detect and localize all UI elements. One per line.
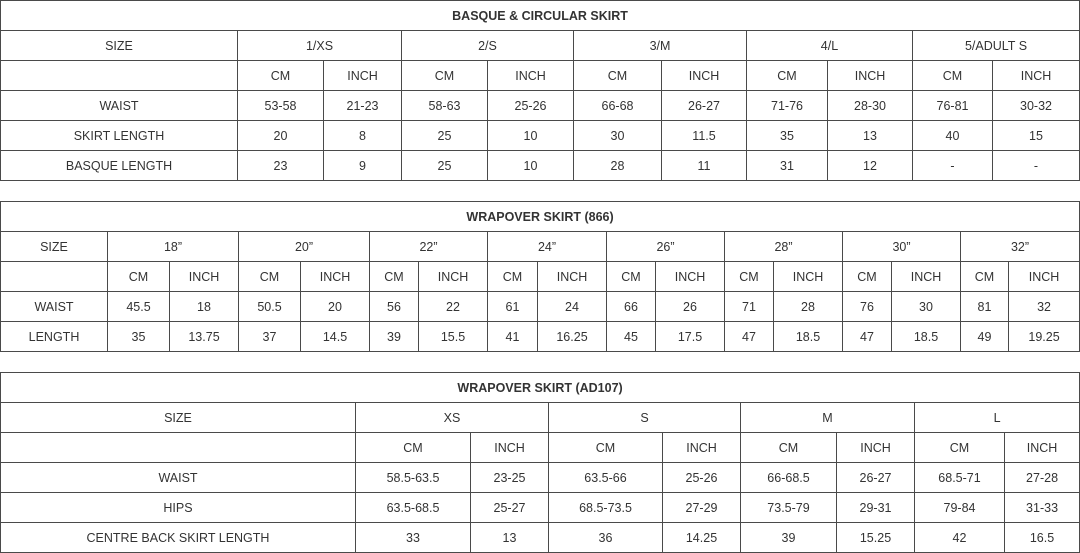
size-column-header: 26” <box>607 232 725 262</box>
value-cell: 49 <box>961 322 1009 352</box>
value-cell: 18 <box>170 292 239 322</box>
size-column-header: 28” <box>725 232 843 262</box>
table-row <box>1 523 1080 553</box>
value-cell: 14.5 <box>301 322 370 352</box>
size-column-header: 24” <box>488 232 607 262</box>
size-header: SIZE <box>1 31 238 61</box>
unit-header-cm: CM <box>370 262 419 292</box>
table-row <box>1 493 1080 523</box>
value-cell: 58-63 <box>402 91 488 121</box>
table-title: BASQUE & CIRCULAR SKIRT <box>1 1 1080 31</box>
unit-header-cm: CM <box>402 61 488 91</box>
value-cell: 40 <box>913 121 993 151</box>
value-cell: 16.25 <box>538 322 607 352</box>
table-row <box>1 292 1080 322</box>
value-cell: 26 <box>656 292 725 322</box>
value-cell: 16.5 <box>1005 523 1080 553</box>
value-cell: 14.25 <box>663 523 741 553</box>
value-cell: 30-32 <box>993 91 1080 121</box>
unit-header-cm: CM <box>356 433 471 463</box>
value-cell: 21-23 <box>324 91 402 121</box>
size-column-header: S <box>549 403 741 433</box>
basque-circular-skirt-table <box>0 0 1080 181</box>
value-cell: 19.25 <box>1009 322 1080 352</box>
unit-header-cm: CM <box>574 61 662 91</box>
value-cell: 28 <box>574 151 662 181</box>
unit-header-cm: CM <box>961 262 1009 292</box>
table-row <box>1 121 1080 151</box>
unit-header-inch: INCH <box>828 61 913 91</box>
unit-header-inch: INCH <box>892 262 961 292</box>
value-cell: 58.5-63.5 <box>356 463 471 493</box>
value-cell: 24 <box>538 292 607 322</box>
value-cell: 15.5 <box>419 322 488 352</box>
value-cell: 10 <box>488 121 574 151</box>
size-header: SIZE <box>1 232 108 262</box>
size-column-header: L <box>915 403 1080 433</box>
value-cell: 18.5 <box>774 322 843 352</box>
unit-header-cm: CM <box>239 262 301 292</box>
value-cell: 25-26 <box>488 91 574 121</box>
value-cell: 29-31 <box>837 493 915 523</box>
unit-header-inch: INCH <box>170 262 239 292</box>
unit-header-inch: INCH <box>324 61 402 91</box>
value-cell: 66-68.5 <box>741 463 837 493</box>
value-cell: 41 <box>488 322 538 352</box>
value-cell: 56 <box>370 292 419 322</box>
unit-header-inch: INCH <box>656 262 725 292</box>
unit-header-inch: INCH <box>471 433 549 463</box>
value-cell: 53-58 <box>238 91 324 121</box>
size-column-header: 4/L <box>747 31 913 61</box>
value-cell: 45.5 <box>108 292 170 322</box>
unit-header-inch: INCH <box>301 262 370 292</box>
table-row <box>1 91 1080 121</box>
unit-header-inch: INCH <box>488 61 574 91</box>
wrapover-skirt-866-table <box>0 201 1080 352</box>
row-label: LENGTH <box>1 322 108 352</box>
value-cell: 17.5 <box>656 322 725 352</box>
value-cell: 66 <box>607 292 656 322</box>
value-cell: 25 <box>402 121 488 151</box>
blank-cell <box>1 61 238 91</box>
value-cell: 35 <box>747 121 828 151</box>
size-column-header: 3/M <box>574 31 747 61</box>
row-label: CENTRE BACK SKIRT LENGTH <box>1 523 356 553</box>
value-cell: - <box>993 151 1080 181</box>
value-cell: 27-28 <box>1005 463 1080 493</box>
value-cell: 30 <box>574 121 662 151</box>
value-cell: 28-30 <box>828 91 913 121</box>
value-cell: 71 <box>725 292 774 322</box>
unit-header-inch: INCH <box>774 262 843 292</box>
value-cell: 10 <box>488 151 574 181</box>
value-cell: 39 <box>741 523 837 553</box>
size-column-header: XS <box>356 403 549 433</box>
row-label: WAIST <box>1 292 108 322</box>
size-column-header: 32” <box>961 232 1080 262</box>
value-cell: 37 <box>239 322 301 352</box>
value-cell: 28 <box>774 292 843 322</box>
value-cell: 81 <box>961 292 1009 322</box>
value-cell: 76-81 <box>913 91 993 121</box>
unit-header-inch: INCH <box>1005 433 1080 463</box>
size-header: SIZE <box>1 403 356 433</box>
table-title: WRAPOVER SKIRT (866) <box>1 202 1080 232</box>
row-label: WAIST <box>1 463 356 493</box>
value-cell: 66-68 <box>574 91 662 121</box>
unit-header-cm: CM <box>741 433 837 463</box>
value-cell: 76 <box>843 292 892 322</box>
size-column-header: M <box>741 403 915 433</box>
value-cell: 25-27 <box>471 493 549 523</box>
value-cell: 61 <box>488 292 538 322</box>
value-cell: 23 <box>238 151 324 181</box>
value-cell: - <box>913 151 993 181</box>
value-cell: 36 <box>549 523 663 553</box>
unit-header-inch: INCH <box>538 262 607 292</box>
value-cell: 32 <box>1009 292 1080 322</box>
value-cell: 13 <box>828 121 913 151</box>
value-cell: 33 <box>356 523 471 553</box>
row-label: WAIST <box>1 91 238 121</box>
value-cell: 20 <box>238 121 324 151</box>
value-cell: 9 <box>324 151 402 181</box>
value-cell: 68.5-73.5 <box>549 493 663 523</box>
unit-header-cm: CM <box>108 262 170 292</box>
value-cell: 79-84 <box>915 493 1005 523</box>
value-cell: 68.5-71 <box>915 463 1005 493</box>
table-title: WRAPOVER SKIRT (AD107) <box>1 373 1080 403</box>
value-cell: 27-29 <box>663 493 741 523</box>
value-cell: 42 <box>915 523 1005 553</box>
unit-header-cm: CM <box>915 433 1005 463</box>
value-cell: 63.5-68.5 <box>356 493 471 523</box>
blank-cell <box>1 433 356 463</box>
value-cell: 25 <box>402 151 488 181</box>
size-column-header: 5/ADULT S <box>913 31 1080 61</box>
value-cell: 13.75 <box>170 322 239 352</box>
unit-header-inch: INCH <box>993 61 1080 91</box>
value-cell: 25-26 <box>663 463 741 493</box>
size-column-header: 30” <box>843 232 961 262</box>
unit-header-cm: CM <box>488 262 538 292</box>
unit-header-inch: INCH <box>419 262 488 292</box>
value-cell: 13 <box>471 523 549 553</box>
row-label: BASQUE LENGTH <box>1 151 238 181</box>
unit-header-cm: CM <box>747 61 828 91</box>
value-cell: 39 <box>370 322 419 352</box>
value-cell: 47 <box>843 322 892 352</box>
value-cell: 31-33 <box>1005 493 1080 523</box>
unit-header-inch: INCH <box>663 433 741 463</box>
size-column-header: 18” <box>108 232 239 262</box>
value-cell: 18.5 <box>892 322 961 352</box>
value-cell: 20 <box>301 292 370 322</box>
value-cell: 8 <box>324 121 402 151</box>
value-cell: 45 <box>607 322 656 352</box>
value-cell: 11 <box>662 151 747 181</box>
unit-header-inch: INCH <box>1009 262 1080 292</box>
blank-cell <box>1 262 108 292</box>
value-cell: 71-76 <box>747 91 828 121</box>
unit-header-cm: CM <box>238 61 324 91</box>
unit-header-inch: INCH <box>662 61 747 91</box>
value-cell: 23-25 <box>471 463 549 493</box>
table-row <box>1 322 1080 352</box>
value-cell: 15.25 <box>837 523 915 553</box>
row-label: SKIRT LENGTH <box>1 121 238 151</box>
row-label: HIPS <box>1 493 356 523</box>
value-cell: 11.5 <box>662 121 747 151</box>
size-column-header: 1/XS <box>238 31 402 61</box>
value-cell: 30 <box>892 292 961 322</box>
value-cell: 26-27 <box>662 91 747 121</box>
unit-header-cm: CM <box>843 262 892 292</box>
unit-header-cm: CM <box>607 262 656 292</box>
size-column-header: 20” <box>239 232 370 262</box>
table-row <box>1 463 1080 493</box>
wrapover-skirt-ad107-table <box>0 372 1080 553</box>
value-cell: 73.5-79 <box>741 493 837 523</box>
value-cell: 63.5-66 <box>549 463 663 493</box>
unit-header-cm: CM <box>913 61 993 91</box>
value-cell: 26-27 <box>837 463 915 493</box>
value-cell: 22 <box>419 292 488 322</box>
unit-header-cm: CM <box>725 262 774 292</box>
value-cell: 35 <box>108 322 170 352</box>
value-cell: 50.5 <box>239 292 301 322</box>
value-cell: 12 <box>828 151 913 181</box>
unit-header-inch: INCH <box>837 433 915 463</box>
table-row <box>1 151 1080 181</box>
size-column-header: 2/S <box>402 31 574 61</box>
value-cell: 31 <box>747 151 828 181</box>
value-cell: 15 <box>993 121 1080 151</box>
unit-header-cm: CM <box>549 433 663 463</box>
size-column-header: 22” <box>370 232 488 262</box>
value-cell: 47 <box>725 322 774 352</box>
